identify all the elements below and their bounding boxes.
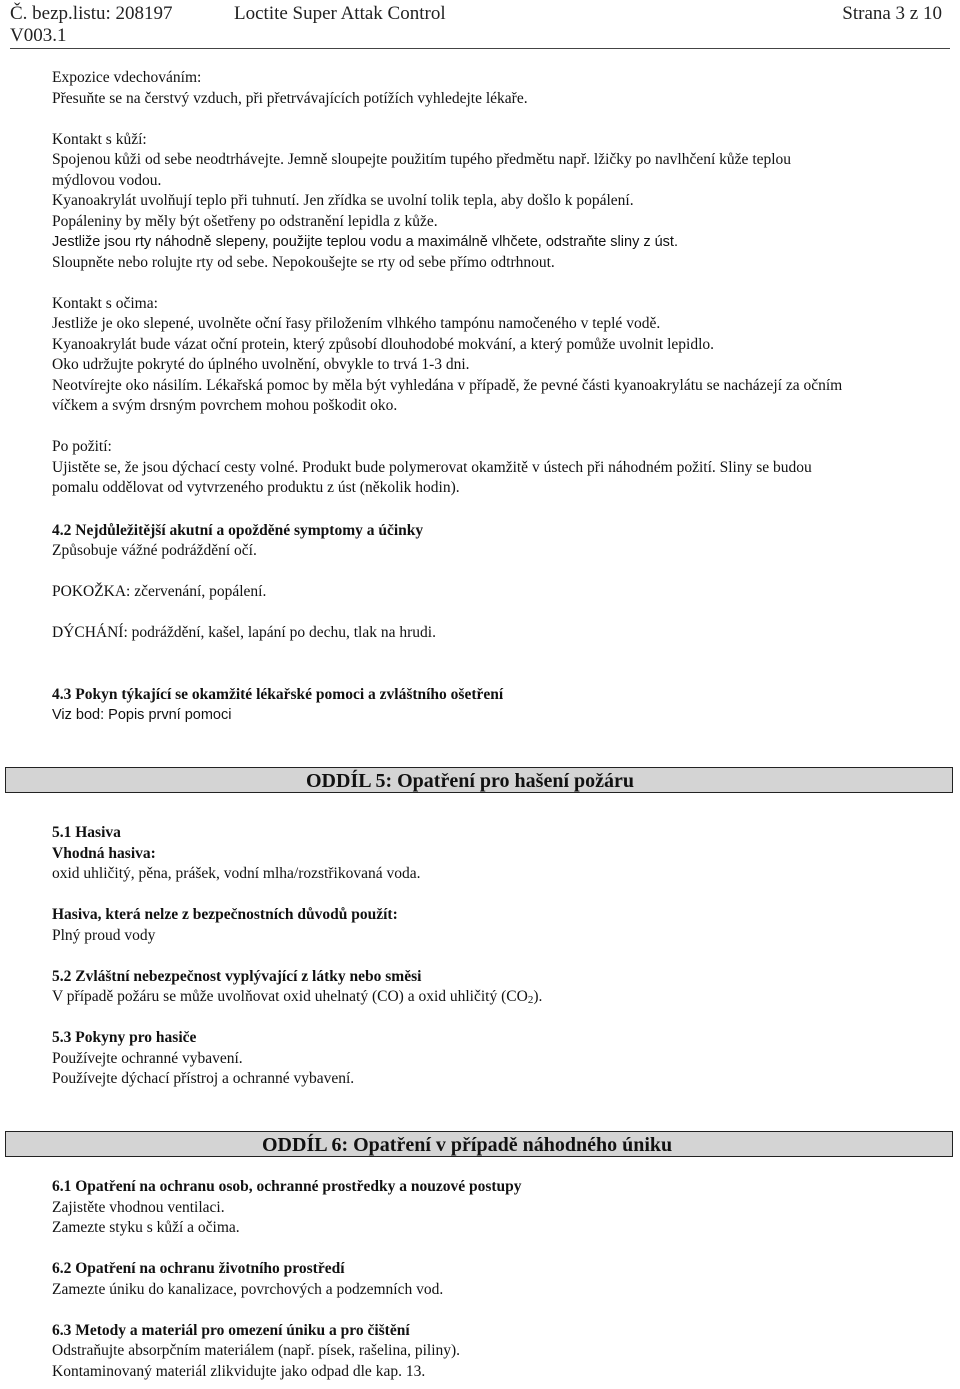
skin-line: Sloupněte nebo rolujte rty od sebe. Nepokoušejte se rty od sebe přímo odtrhnout. <box>52 253 555 271</box>
section-6-1-text: Zamezte styku s kůží a očima. <box>52 1219 240 1236</box>
section-6-3 <box>52 1321 947 1383</box>
section-4-2-text: DÝCHÁNÍ: podráždění, kašel, lapání po dechu, tlak na hrudi. <box>52 624 436 641</box>
suitable-media-text: oxid uhličitý, pěna, prášek, vodní mlha/rozstřikovaná voda. <box>52 865 421 882</box>
eyes-heading: Kontakt s očima: <box>52 294 158 312</box>
eyes-line: Kyanoakrylát bude vázat oční protein, který způsobí dlouhodobé mokvání, a který pomůže uvolnit lepidlo. <box>52 335 715 353</box>
section-4-3-text: Viz bod: Popis první pomoci <box>52 707 232 723</box>
skin-block <box>52 130 947 274</box>
skin-line: Jestliže jsou rty náhodně slepeny, použijte teplou vodu a maximálně vlhčete, odstraňte sliny z úst. <box>52 234 678 250</box>
ingestion-block <box>52 437 947 499</box>
eyes-line: Neotvírejte oko násilím. Lékařská pomoc by měla být vyhledána v případě, že pevné části kyanoakrylátu se nacházejí za očním <box>52 376 843 394</box>
skin-line: mýdlovou vodou. <box>52 171 162 189</box>
skin-heading: Kontakt s kůží: <box>52 130 147 148</box>
section-6-1-heading: 6.1 Opatření na ochranu osob, ochranné prostředky a nouzové postupy <box>52 1178 522 1195</box>
suitable-media-heading: Vhodná hasiva: <box>52 844 156 862</box>
skin-line: Popáleniny by měly být ošetřeny po odstranění lepidla z kůže. <box>52 212 438 230</box>
section-6-3-heading: 6.3 Metody a materiál pro omezení úniku a pro čištění <box>52 1321 410 1339</box>
section-5-title-bar <box>5 767 953 793</box>
eyes-block <box>52 294 947 417</box>
inhalation-line: Přesuňte se na čerstvý vzduch, při přetrvávajících potížích vyhledejte lékaře. <box>52 89 528 107</box>
section-6-3-text: Odstraňujte absorpčním materiálem (např. písek, rašelina, piliny). <box>52 1342 461 1359</box>
section-6-2 <box>52 1259 947 1300</box>
section-4-2-text: Způsobuje vážné podráždění očí. <box>52 542 257 559</box>
ingestion-line: Ujistěte se, že jsou dýchací cesty volné. Produkt bude polymerovat okamžitě v ústech při náhodném požití. Sliny se budou <box>52 458 812 476</box>
section-4-3-heading: 4.3 Pokyn týkající se okamžité lékařské pomoci a zvláštního ošetření <box>52 685 504 703</box>
ingestion-line: pomalu oddělovat od vytvrzeného produktu z úst (několik hodin). <box>52 479 460 496</box>
section-5-1-heading: 5.1 Hasiva <box>52 824 121 841</box>
eyes-line: Oko udržujte pokryté do úplného uvolnění, obvykle to trvá 1-3 dni. <box>52 356 470 373</box>
page-header <box>10 2 950 49</box>
section-6-1-text: Zajistěte vhodnou ventilaci. <box>52 1198 225 1216</box>
page-indicator: Strana 3 z 10 <box>842 3 942 24</box>
section-6-title-bar <box>5 1131 953 1157</box>
section-5-title: ODDÍL 5: Opatření pro hašení požáru <box>306 769 634 792</box>
section-6-1 <box>52 1177 947 1239</box>
skin-line: Kyanoakrylát uvolňují teplo při tuhnutí. Jen zřídka se uvolní tolik tepla, aby došlo k popálení. <box>52 192 634 209</box>
co2-subscript: 2 <box>527 994 534 1006</box>
section-5-2-heading: 5.2 Zvláštní nebezpečnost vyplývající z látky nebo směsi <box>52 967 422 985</box>
ingestion-heading: Po požití: <box>52 438 112 455</box>
inhalation-heading: Expozice vdechováním: <box>52 69 202 86</box>
product-name: Loctite Super Attak Control <box>234 3 446 24</box>
section-6-2-heading: 6.2 Opatření na ochranu životního prostředí <box>52 1260 345 1277</box>
section-4-2-heading: 4.2 Nejdůležitější akutní a opožděné symptomy a účinky <box>52 521 424 539</box>
section-5-3-heading: 5.3 Pokyny pro hasiče <box>52 1029 197 1046</box>
section-4-2 <box>52 521 947 644</box>
version: V003.1 <box>10 25 67 46</box>
section-5-3 <box>52 1028 947 1090</box>
document-body <box>52 68 947 1382</box>
section-6-title: ODDÍL 6: Opatření v případě náhodného úniku <box>262 1133 673 1156</box>
inhalation-block <box>52 68 947 109</box>
unsuitable-media-text: Plný proud vody <box>52 926 156 944</box>
eyes-line: víčkem a svým drsným povrchem mohou poškodit oko. <box>52 397 398 414</box>
section-4-2-text: POKOŽKA: zčervenání, popálení. <box>52 583 267 600</box>
section-6-2-text: Zamezte úniku do kanalizace, povrchových a podzemních vod. <box>52 1280 444 1298</box>
doc-number: Č. bezp.listu: 208197 <box>10 3 173 24</box>
section-5-2-text: V případě požáru se může uvolňovat oxid uhelnatý (CO) a oxid uhličitý (CO2). <box>52 988 543 1006</box>
eyes-line: Jestliže je oko slepené, uvolněte oční řasy přiložením vlhkého tampónu namočeného v teplé vodě. <box>52 315 661 332</box>
section-5-3-text: Používejte dýchací přístroj a ochranné vybavení. <box>52 1070 355 1087</box>
section-6-3-text: Kontaminovaný materiál zlikvidujte jako odpad dle kap. 13. <box>52 1362 426 1380</box>
section-5-1 <box>52 823 947 946</box>
unsuitable-media-heading: Hasiva, která nelze z bezpečnostních důvodů použít: <box>52 906 398 923</box>
section-4-3 <box>52 685 947 726</box>
skin-line: Spojenou kůži od sebe neodtrhávejte. Jemně sloupejte použitím tupého předmětu např. lžičky po navlhčení kůže teplou <box>52 151 792 168</box>
section-5-2 <box>52 967 947 1008</box>
section-5-3-text: Používejte ochranné vybavení. <box>52 1049 243 1067</box>
